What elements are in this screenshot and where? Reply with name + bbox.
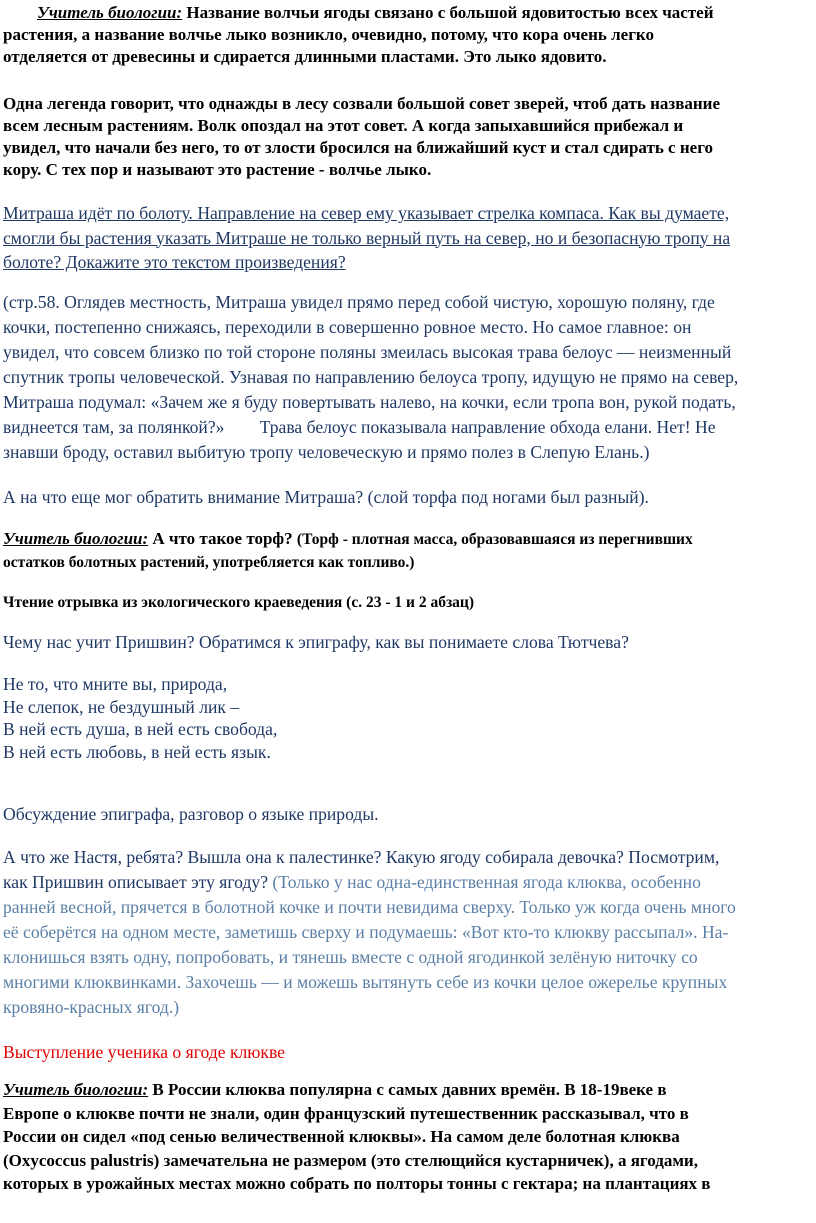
teacher-label: Учитель биологии:: [3, 1080, 149, 1099]
paragraph-student-presentation: Выступление ученика о ягоде клюкве: [3, 1042, 285, 1062]
paragraph-peat-definition: Учитель биологии: А что такое торф? (Торф - плотная масса, образовавшаяся из перегнивших остатков болотных растений, употребляется как топливо.): [3, 529, 693, 571]
paragraph-peat-question: А на что еще мог обратить внимание Митраша? (слой торфа под ногами был разный).: [3, 487, 649, 507]
paragraph-nastya-cranberry: А что же Настя, ребята? Вышла она к палестинке? Какую ягоду собирала девочка? Посмотрим, как Пришвин описывает эту ягоду? (Только у нас одна-единственная ягода клюква, особенно ранней весной, прячется в болотной кочке и почти невидима сверху. Только уж когда очень много её соберётся на одном месте, заметишь сверху и подумаешь: «Вот кто-то клюкву рассыпал». На- клонишься взять одну, попробовать, и тянешь вместе с одной ягодинкой зелёную ниточку со многими клюквинками. Захочешь — и можешь вытянуть себе из кочки целое ожерелье крупных кровяно-красных ягод.): [3, 847, 736, 1017]
paragraph-quote-p58: (стр.58. Оглядев местность, Митраша увидел прямо перед собой чистую, хорошую поляну, где кочки, постепенно снижаясь, переходили в совершенно ровное место. Но самое главное: он увидел, что совсем близко по той стороне поляны змеилась высокая трава белоус — неизменный спутник тропы человеческой. Узнавая по направлению белоуса тропу, идущую не прямо на север, Митраша подумал: «Зачем же я буду повертывать налево, на кочки, если тропа вон, рукой подать, виднеется там, за полянкой?» Трава белоус показывала направление обхода елани. Нет! Не знавши броду, оставил выбитую тропу человеческую и прямо полез в Слепую Елань.): [3, 292, 739, 462]
paragraph-epigraph-discussion: Обсуждение эпиграфа, разговор о языке природы.: [3, 804, 379, 824]
paragraph-legend: Одна легенда говорит, что однажды в лесу созвали большой совет зверей, чтоб дать название всем лесным растениям. Волк опоздал на этот совет. А когда запыхавшийся прибежал и увидел, что начали без него, то от злости бросился на ближайший куст и стал сдирать с него кору. С тех пор и называют это растение - волчье лыко.: [3, 94, 721, 179]
teacher-label: Учитель биологии:: [37, 3, 183, 22]
paragraph-cranberry-russia: Учитель биологии: В России клюква популярна с самых давних времён. В 18-19веке в Европе о клюкве почти не знали, один французский путешественник рассказывал, что в России он сидел «под сенью величественной клюквы». На самом деле болотная клюква (Oxycoccus palustris) замечательна не размером (это стелющийся кустарничек), а ягодами, которых в урожайных местах можно собрать по полторы тонны с гектара; на плантациях в: [3, 1080, 711, 1193]
paragraph-wolf-berry-name: Учитель биологии: Название волчьи ягоды связано с большой ядовитостью всех частей растения, а название волчье лыко возникло, очевидно, потому, что кора очень легко отделяется от древесины и сдирается длинными пластами. Это лыко ядовито.: [3, 3, 714, 66]
paragraph-reading-excerpt: Чтение отрывка из экологического краеведения (с. 23 - 1 и 2 абзац): [3, 594, 475, 611]
poem-tyutchev: Не то, что мните вы, природа, Не слепок, не бездушный лик – В ней есть душа, в ней есть свобода, В ней есть любовь, в ней есть язык.: [3, 674, 278, 762]
paragraph-mitrasha-question: Митраша идёт по болоту. Направление на север ему указывает стрелка компаса. Как вы думаете, смогли бы растения указать Митраше не только верный путь на север, но и безопасную тропу на болоте? Докажите это текстом произведения?: [3, 203, 731, 272]
teacher-label: Учитель биологии:: [3, 529, 149, 548]
paragraph-prishvin-question: Чему нас учит Пришвин? Обратимся к эпиграфу, как вы понимаете слова Тютчева?: [3, 632, 629, 652]
